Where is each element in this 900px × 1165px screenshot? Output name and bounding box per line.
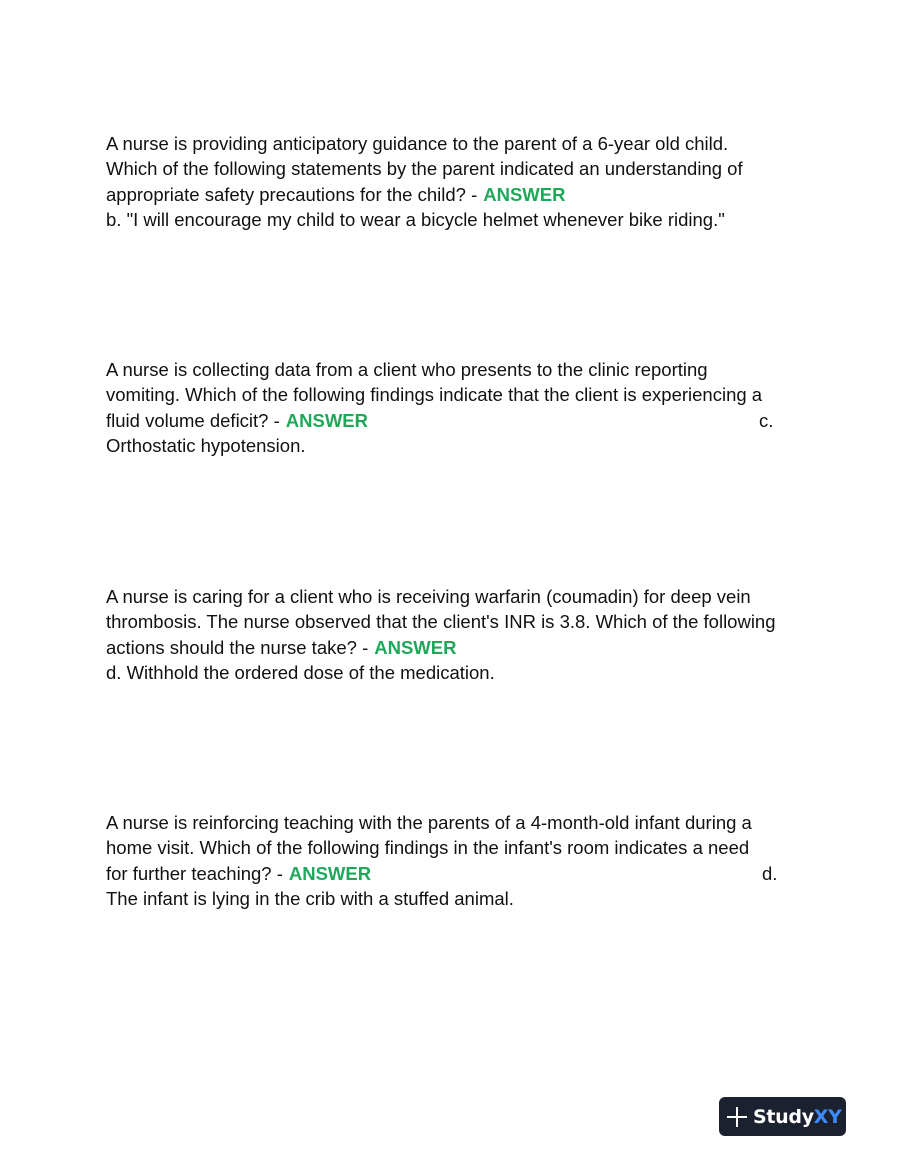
answer-text: The infant is lying in the crib with a stuffed animal. (106, 887, 514, 909)
answer-letter: c. (759, 409, 774, 431)
answer-letter: d. (762, 862, 778, 884)
question-line-last (106, 635, 796, 660)
brand-name (753, 1106, 842, 1128)
plus-icon (727, 1107, 747, 1127)
answer-text: Orthostatic hypotension. (106, 434, 306, 456)
answer-label: ANSWER (374, 636, 457, 658)
question-line: thrombosis. The nurse observed that the client's INR is 3.8. Which of the following (106, 611, 776, 633)
question-line-last (106, 182, 796, 207)
question-text: actions should the nurse take? - (106, 636, 369, 658)
studyxy-logo (719, 1097, 846, 1136)
qa-item-3 (106, 584, 796, 685)
question-line: Which of the following statements by the parent indicated an understanding of (106, 158, 743, 180)
qa-item-4 (106, 810, 796, 911)
qa-item-1 (106, 131, 796, 232)
brand-name-part1: Study (753, 1105, 814, 1128)
brand-name-part2: XY (813, 1105, 842, 1128)
answer-label: ANSWER (483, 183, 566, 205)
answer-label: ANSWER (288, 862, 372, 884)
question-line: A nurse is collecting data from a client who presents to the clinic reporting (106, 359, 708, 380)
question-line: A nurse is providing anticipatory guidance to the parent of a 6-year old child. (106, 133, 729, 154)
question-line: vomiting. Which of the following findings indicate that the client is experiencing a (106, 384, 763, 406)
answer-label: ANSWER (285, 409, 369, 431)
answer-text: b. "I will encourage my child to wear a bicycle helmet whenever bike riding." (106, 208, 725, 230)
qa-item-2 (106, 357, 796, 458)
answer-text: d. Withhold the ordered dose of the medication. (106, 661, 495, 683)
question-line: home visit. Which of the following findings in the infant's room indicates a need (106, 837, 750, 859)
question-line: A nurse is reinforcing teaching with the parents of a 4-month-old infant during a (106, 812, 752, 833)
question-text: fluid volume deficit? - (106, 409, 280, 431)
question-line-last (106, 861, 796, 886)
question-line: A nurse is caring for a client who is receiving warfarin (coumadin) for deep vein (106, 586, 751, 607)
question-text: appropriate safety precautions for the child? - (106, 183, 478, 205)
question-line-last (106, 408, 796, 433)
question-text: for further teaching? - (106, 862, 283, 884)
